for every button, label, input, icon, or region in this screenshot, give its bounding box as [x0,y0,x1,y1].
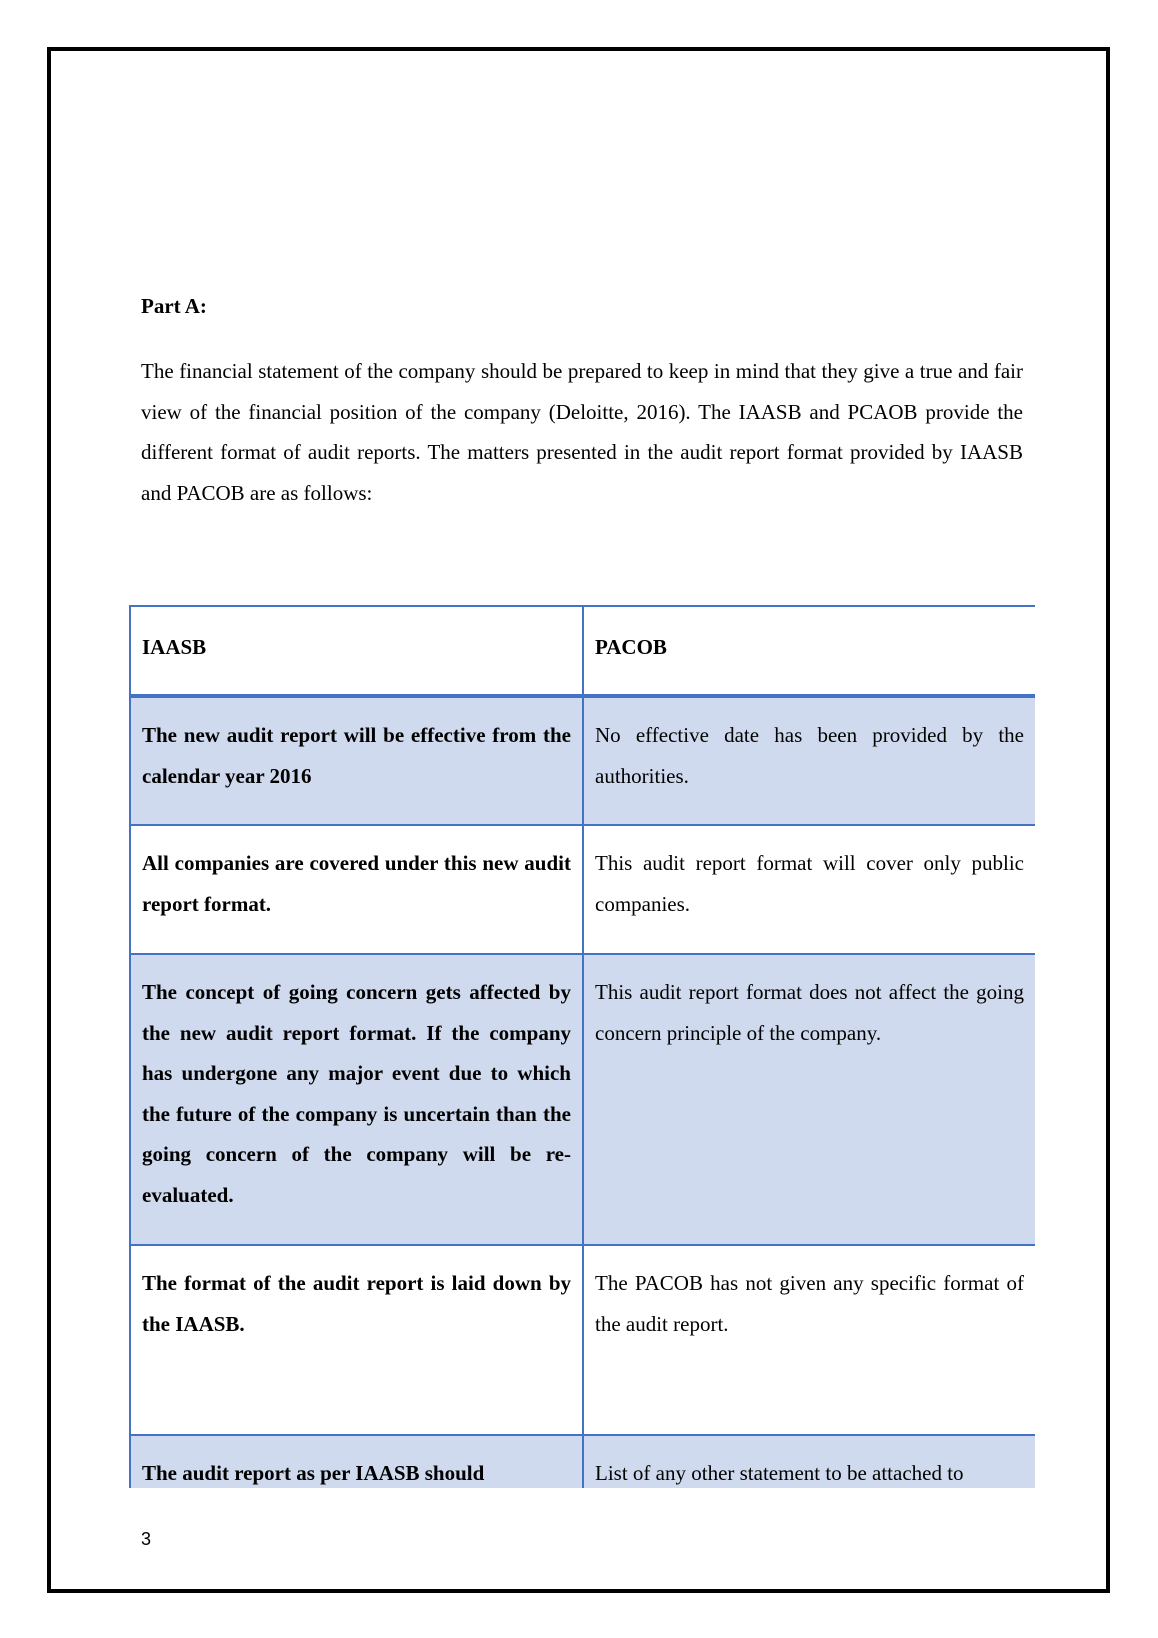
pacob-cell: No effective date has been provided by the authorities. [583,696,1035,825]
table-header-row [130,606,1035,696]
comparison-table-container [129,605,1035,1488]
table-row [130,954,1035,1245]
page-number: 3 [141,1529,152,1549]
table-row [130,696,1035,825]
iaasb-cell: The new audit report will be effective from the calendar year 2016 [130,696,583,825]
pacob-cell: List of any other statement to be attached to [583,1435,1035,1488]
iaasb-cell: The audit report as per IAASB should [130,1435,583,1488]
table-row [130,825,1035,954]
pacob-cell: The PACOB has not given any specific format of the audit report. [583,1245,1035,1435]
pacob-cell: This audit report format will cover only public companies. [583,825,1035,954]
table-row [130,1435,1035,1488]
intro-paragraph: The financial statement of the company should be prepared to keep in mind that they give a true and fair view of the financial position of the company (Deloitte, 2016). The IAASB and PCAOB provide the different format of audit reports. The matters presented in the audit report format provided by IAASB and PACOB are as follows: [141,359,1023,505]
table-row [130,1245,1035,1435]
header-cell-pacob: PACOB [583,606,1035,696]
pacob-cell: This audit report format does not affect the going concern principle of the company. [583,954,1035,1245]
header-cell-iaasb: IAASB [130,606,583,696]
iaasb-cell: The concept of going concern gets affected by the new audit report format. If the company has undergone any major event due to which the future of the company is uncertain than the going concern of the company will be re-evaluated. [130,954,583,1245]
comparison-table [129,605,1035,1488]
section-heading: Part A: [141,294,207,318]
iaasb-cell: All companies are covered under this new audit report format. [130,825,583,954]
iaasb-cell: The format of the audit report is laid down by the IAASB. [130,1245,583,1435]
